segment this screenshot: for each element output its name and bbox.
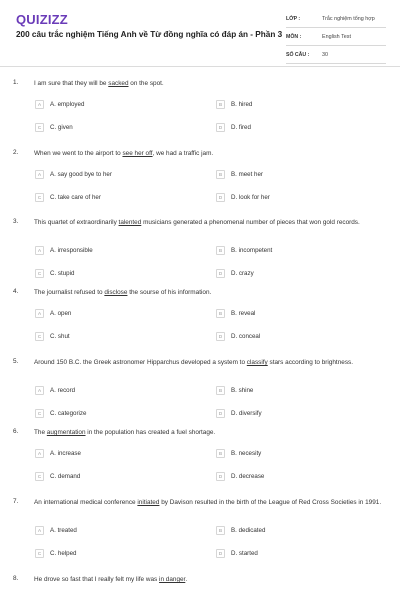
option-text: A. increase (50, 449, 81, 457)
question-number: 7. (13, 498, 19, 505)
option-b[interactable] (216, 525, 265, 535)
option-letter-badge: C (35, 332, 44, 341)
meta-row-count (286, 46, 386, 64)
option-letter-badge: B (216, 526, 225, 535)
option-letter-badge: C (35, 269, 44, 278)
option-d[interactable] (216, 268, 254, 278)
option-text: B. incompetent (231, 246, 273, 254)
header-divider (0, 66, 400, 67)
option-b[interactable] (216, 245, 272, 255)
question-number: 5. (13, 358, 19, 365)
option-letter-badge: D (216, 193, 225, 202)
option-c[interactable] (35, 192, 101, 202)
option-text: A. irresponsible (50, 246, 93, 254)
quizizz-logo: QUIZIZZ (16, 12, 68, 27)
option-text: B. necesity (231, 449, 262, 457)
option-letter-badge: D (216, 472, 225, 481)
question-text-after: . (185, 576, 188, 583)
option-a[interactable] (35, 99, 84, 109)
option-letter-badge: D (216, 549, 225, 558)
question-text-before: This quartet of extraordinarily (34, 219, 119, 226)
option-letter-badge: D (216, 332, 225, 341)
option-b[interactable] (216, 169, 263, 179)
option-text: D. fired (231, 123, 251, 131)
meta-value: 30 (322, 51, 328, 58)
option-a[interactable] (35, 525, 77, 535)
question-text-before: When we went to the airport to (34, 150, 123, 157)
option-d[interactable] (216, 192, 270, 202)
option-letter-badge: A (35, 246, 44, 255)
meta-label: LỚP : (286, 15, 301, 22)
option-letter-badge: B (216, 449, 225, 458)
option-a[interactable] (35, 308, 71, 318)
option-c[interactable] (35, 268, 74, 278)
option-text: D. decrease (231, 472, 265, 480)
meta-label: MÔN : (286, 33, 302, 40)
question-keyword: disclose (104, 289, 128, 296)
option-c[interactable] (35, 471, 80, 481)
question-text-after: musicians generated a phenomenal number of pieces that won gold records. (141, 219, 360, 226)
option-letter-badge: A (35, 526, 44, 535)
meta-row-subject (286, 28, 386, 46)
option-text: D. started (231, 549, 258, 557)
option-text: A. employed (50, 100, 85, 108)
question-text-after: the sourse of his information. (127, 289, 212, 296)
question-text-before: I am sure that they will be (34, 80, 109, 87)
question-text (34, 79, 386, 89)
option-text: C. take care of her (50, 193, 101, 201)
question-keyword: initiated (137, 499, 160, 506)
option-text: D. look for her (231, 193, 270, 201)
meta-value: English Test (322, 33, 351, 40)
question-number: 6. (13, 428, 19, 435)
option-a[interactable] (35, 448, 81, 458)
option-d[interactable] (216, 331, 260, 341)
option-text: B. meet her (231, 170, 263, 178)
question-number: 4. (13, 288, 19, 295)
question-text-before: Around 150 B.C. the Greek astronomer Hipparchus developed a system to (34, 359, 247, 366)
option-c[interactable] (35, 548, 77, 558)
option-letter-badge: D (216, 409, 225, 418)
question-keyword: in danger (159, 576, 186, 583)
option-letter-badge: B (216, 246, 225, 255)
option-letter-badge: B (216, 100, 225, 109)
option-text: D. conceal (231, 332, 261, 340)
option-a[interactable] (35, 385, 75, 395)
option-text: D. crazy (231, 269, 254, 277)
question-text (34, 149, 386, 159)
option-text: C. categorize (50, 409, 87, 417)
question-number: 3. (13, 218, 19, 225)
question-text (34, 288, 386, 298)
question-text (34, 218, 386, 228)
question-number: 2. (13, 149, 19, 156)
option-text: C. shut (50, 332, 70, 340)
option-text: D. diversify (231, 409, 262, 417)
option-text: A. record (50, 386, 76, 394)
worksheet-title: 200 câu trắc nghiệm Tiếng Anh về Từ đồng nghĩa có đáp án - Phần 3 (16, 30, 283, 39)
option-a[interactable] (35, 169, 112, 179)
option-b[interactable] (216, 385, 253, 395)
option-text: A. say good bye to her (50, 170, 112, 178)
question-text-after: , we had a traffic jam. (152, 150, 214, 157)
option-letter-badge: B (216, 170, 225, 179)
option-text: C. demand (50, 472, 81, 480)
option-b[interactable] (216, 99, 252, 109)
option-text: B. shine (231, 386, 254, 394)
option-letter-badge: D (216, 269, 225, 278)
option-c[interactable] (35, 122, 73, 132)
question-text (34, 575, 386, 585)
question-keyword: talented (118, 219, 142, 226)
meta-value: Trắc nghiệm tổng hợp (322, 15, 375, 22)
question-number: 8. (13, 575, 19, 582)
worksheet-header (0, 0, 400, 70)
question-text-after: stars according to brightness. (267, 359, 353, 366)
option-letter-badge: C (35, 193, 44, 202)
option-text: B. reveal (231, 309, 256, 317)
question-number: 1. (13, 79, 19, 86)
meta-label: SỐ CÂU : (286, 51, 310, 58)
option-letter-badge: A (35, 170, 44, 179)
option-text: B. hired (231, 100, 253, 108)
question-keyword: augmentation (46, 429, 86, 436)
question-text-before: The (34, 429, 47, 436)
question-text-after: on the spot. (128, 80, 164, 87)
question-text-before: He drove so fast that I really felt my life was (34, 576, 160, 583)
option-d[interactable] (216, 408, 262, 418)
option-d[interactable] (216, 548, 258, 558)
question-text (34, 358, 386, 368)
option-letter-badge: A (35, 449, 44, 458)
question-text (34, 498, 386, 508)
option-text: C. helped (50, 549, 77, 557)
option-text: B. dedicated (231, 526, 266, 534)
option-d[interactable] (216, 122, 251, 132)
option-letter-badge: C (35, 123, 44, 132)
option-c[interactable] (35, 331, 70, 341)
option-letter-badge: A (35, 386, 44, 395)
option-letter-badge: B (216, 386, 225, 395)
question-text-before: An international medical conference (34, 499, 138, 506)
option-letter-badge: C (35, 409, 44, 418)
option-letter-badge: C (35, 549, 44, 558)
option-letter-badge: C (35, 472, 44, 481)
question-text (34, 428, 386, 438)
option-text: C. stupid (50, 269, 75, 277)
question-keyword: sacked (108, 80, 129, 87)
meta-row-class (286, 10, 386, 28)
option-d[interactable] (216, 471, 264, 481)
option-letter-badge: D (216, 123, 225, 132)
question-text-after: in the population has created a fuel shortage. (85, 429, 216, 436)
option-text: A. open (50, 309, 72, 317)
option-b[interactable] (216, 448, 261, 458)
question-keyword: classify (246, 359, 268, 366)
option-b[interactable] (216, 308, 255, 318)
worksheet-meta (286, 10, 386, 64)
option-c[interactable] (35, 408, 86, 418)
option-text: A. treated (50, 526, 77, 534)
question-text-before: The journalist refused to (34, 289, 105, 296)
option-a[interactable] (35, 245, 93, 255)
option-letter-badge: A (35, 100, 44, 109)
option-letter-badge: A (35, 309, 44, 318)
question-keyword: see her off (122, 150, 153, 157)
question-text-after: by Davison resulted in the birth of the League of Red Cross Societies in 1991. (159, 499, 382, 506)
option-text: C. given (50, 123, 73, 131)
option-letter-badge: B (216, 309, 225, 318)
